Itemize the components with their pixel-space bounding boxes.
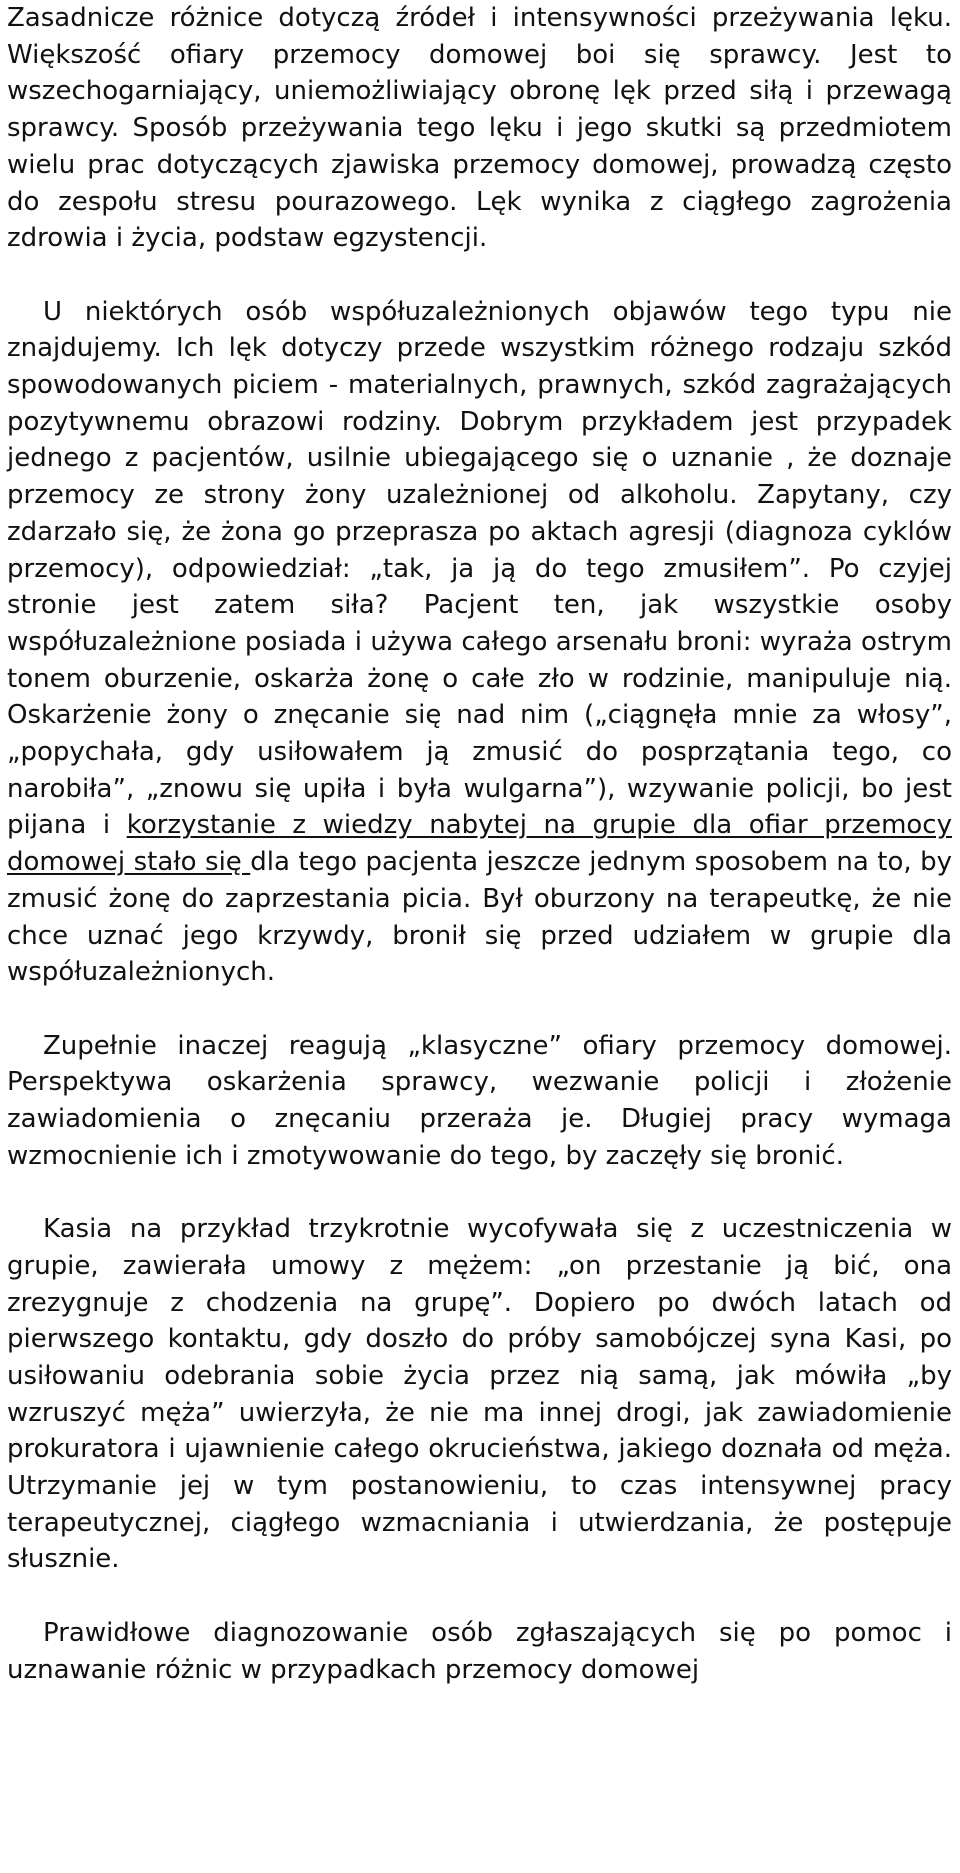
paragraph-anxiety-sources: Zasadnicze różnice dotyczą źródeł i intensywności przeżywania lęku. Większość ofiary przemocy domowej boi się sprawcy. Jest to wszechogarniający, uniemożliwiający obronę lęk przed siłą i przewagą sprawcy. Sposób przeżywania tego lęku i jego skutki są przedmiotem wielu prac dotyczących zjawiska przemocy domowej, prowadzą często do zespołu stresu pourazowego. Lęk wynika z ciągłego zagrożenia zdrowia i życia, podstaw egzystencji. [7,3,952,254]
paragraph-diagnosis: Prawidłowe diagnozowanie osób zgłaszających się po pomoc i uznawanie różnic w przypadkach przemocy domowej [7,1617,952,1685]
paragraph-codependent-case [7,294,952,991]
paragraph-codependent-text-after: dla tego pacjenta jeszcze jednym sposobem na to, by zmusić żonę do zaprzestania picia. Był oburzony na terapeutkę, że nie chce uznać jego krzywdy, bronił się przed udziałem w grupie dla współuzależnionych. [7,847,952,988]
paragraph-kasia-case: Kasia na przykład trzykrotnie wycofywała się z uczestniczenia w grupie, zawierała umowy z mężem: „on przestanie ją bić, ona zrezygnuje z chodzenia na grupę”. Dopiero po dwóch latach od pierwszego kontaktu, gdy doszło do próby samobójczej syna Kasi, po usiłowaniu odebrania sobie życia przez nią samą, jak mówiła „by wzruszyć męża” uwierzyła, że nie ma innej drogi, jak zawiadomienie prokuratora i ujawnienie całego okrucieństwa, jakiego doznała od męża. Utrzymanie jej w tym postanowieniu, to czas intensywnej pracy terapeutycznej, ciągłego wzmacniania i utwierdzania, że postępuje słusznie. [7,1214,952,1575]
paragraph-codependent-text-before: U niektórych osób współuzależnionych objawów tego typu nie znajdujemy. Ich lęk dotyczy przede wszystkim różnego rodzaju szkód spowodowanych piciem - materialnych, prawnych, szkód zagrażających pozytywnemu obrazowi rodziny. Dobrym przykładem jest przypadek jednego z pacjentów, usilnie ubiegającego się o uznanie , że doznaje przemocy ze strony żony uzależnionej od alkoholu. Zapytany, czy zdarzało się, że żona go przeprasza po aktach agresji (diagnoza cyklów przemocy), odpowiedział: „tak, ja ją do tego zmusiłem”. Po czyjej stronie jest zatem siła? Pacjent ten, jak wszystkie osoby współuzależnione posiada i używa całego arsenału broni: wyraża ostrym tonem oburzenie, oskarża żonę o całe zło w rodzinie, manipuluje nią. Oskarżenie żony o znęcanie się nad nim („ciągnęła mnie za włosy”, „popychała, gdy usiłowałem ją zmusić do posprzątania tego, co narobiła”, „znowu się upiła i była wulgarna”), wzywanie policji, bo jest pijana i [7,296,952,841]
underlined-passage: korzystanie z wiedzy nabytej na grupie dla ofiar przemocy domowej stało się [7,810,952,878]
paragraph-classic-victims: Zupełnie inaczej reagują „klasyczne” ofiary przemocy domowej. Perspektywa oskarżenia sprawcy, wezwanie policji i złożenie zawiadomienia o znęcaniu przeraża je. Długiej pracy wymaga wzmocnienie ich i zmotywowanie do tego, by zaczęły się bronić. [7,1030,952,1171]
